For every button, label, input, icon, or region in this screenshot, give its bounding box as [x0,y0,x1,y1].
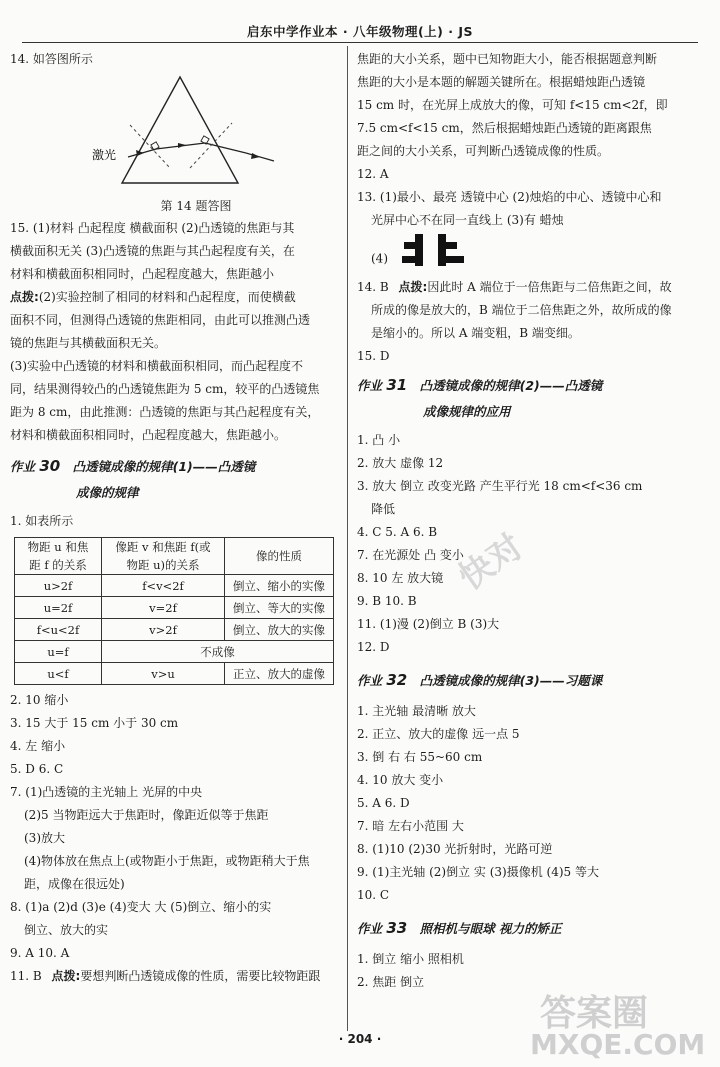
s31-answer: 降低 [371,502,396,516]
table-cell: u>2f [15,575,102,597]
s33-answer: 2. 焦距 倒立 [357,975,425,989]
q11-cont: 15 cm 时，在光屏上成放大的像，可知 f<15 cm<2f，即 [357,98,668,112]
s32-answer: 1. 主光轴 最清晰 放大 [357,704,476,718]
table-header-cell: 像的性质 [225,538,334,575]
section-32-title: 凸透镜成像的规律(3)——习题课 [419,673,603,688]
s32-answer: 5. A 6. D [357,796,410,810]
s32-answer: 3. 倒 右 右 55~60 cm [357,750,483,764]
q15: 15. D [357,349,390,363]
q14-text-3: 是缩小的。所以 A 端变粗，B 端变细。 [371,326,580,340]
s31-answer: 8. 10 左 放大镜 [357,571,444,585]
q14-tip-label: 点拨: [398,280,428,294]
s31-answer: 1. 凸 小 [357,433,401,447]
table-cell: 倒立、等大的实像 [225,597,334,619]
section-32-heading [357,667,709,694]
s32-answer: 7. 暗 左右小范围 大 [357,819,464,833]
section-32-number: 32 [386,671,408,689]
section-31-title: 凸透镜成像的规律(2)——凸透镜 [419,378,603,393]
watermark-url: MXQE.COM [530,1028,706,1061]
q11-cont: 焦距的大小关系，题中已知物距大小，能否根据题意判断 [357,52,658,66]
section-32-label: 作业 [357,673,383,688]
q14-text: 因此时 A 端位于一倍焦距与二倍焦距之间，故 [427,280,672,294]
q15-line-2: 横截面积无关 (3)凸透镜的焦距与其凸起程度有关，在 [10,244,295,258]
table-header-row [15,538,334,575]
section-30-title: 凸透镜成像的规律(1)——凸透镜 [72,459,256,474]
q15-line-3: 材料和横截面积相同时，凸起程度越大，焦距越小 [10,267,275,281]
table-cell: 正立、放大的虚像 [225,663,334,685]
s30-answer: 2. 10 缩小 [10,693,69,707]
right-column [357,48,709,994]
section-31-heading [357,372,709,399]
column-divider [347,46,348,1031]
tip-line-4: (3)实验中凸透镜的材料和横截面积相同，而凸起程度不 [10,359,304,373]
table-cell: 倒立、缩小的实像 [225,575,334,597]
s30-answer: 7. (1)凸透镜的主光轴上 光屏的中央 [10,785,203,799]
s30-answer: (2)5 当物距远大于焦距时，像距近似等于焦距 [24,808,269,822]
s32-answer: 10. C [357,888,390,902]
s30-answer: (4)物体放在焦点上(或物距小于焦距，或物距稍大于焦 [24,854,310,868]
prism-figure [10,73,342,195]
section-33-title: 照相机与眼球 视力的矫正 [419,921,562,936]
s32-answer: 4. 10 放大 变小 [357,773,444,787]
s30-answer: 8. (1)a (2)d (3)e (4)变大 大 (5)倒立、缩小的实 [10,900,272,914]
q14-text-2: 所成的像是放大的，B 端位于二倍焦距之外，故所成的像 [371,303,672,317]
watermark-daanquan: 答案圈 [540,993,649,1034]
s30-answer: 4. 左 缩小 [10,739,66,753]
s32-answer: 2. 正立、放大的虚像 远一点 5 [357,727,520,741]
section-33-number: 33 [386,919,408,937]
header-rule [22,42,698,43]
s30-answer: (3)放大 [24,831,65,845]
q13-line-1: 13. (1)最小、最亮 透镜中心 (2)烛焰的中心、透镜中心和 [357,190,662,204]
watermark-kuaidui: 快对 [451,526,531,599]
figure-caption: 第 14 题答图 [160,199,232,213]
s30-q1: 1. 如表所示 [10,514,74,528]
s32-answer: 9. (1)主光轴 (2)倒立 实 (3)摄像机 (4)5 等大 [357,865,599,879]
q15-line-1: 15. (1)材料 凸起程度 横截面积 (2)凸透镜的焦距与其 [10,221,295,235]
table-cell: u=2f [15,597,102,619]
section-30-subtitle: 成像的规律 [76,485,139,500]
page-number: · 204 · [338,1032,382,1046]
table-header-cell [15,538,102,575]
s31-answer: 9. B 10. B [357,594,417,608]
q13-part4 [357,232,709,276]
header-text: 物距 u 和焦 [27,540,89,554]
q14-line: 14. 如答图所示 [10,52,93,66]
table-row [15,575,334,597]
q13-line-2: 光屏中心不在同一直线上 (3)有 蜡烛 [371,213,564,227]
s30-answer: 5. D 6. C [10,762,64,776]
s31-answer: 7. 在光源处 凸 变小 [357,548,464,562]
s30-answer: 倒立、放大的实 [24,923,109,937]
section-33-label: 作业 [357,921,383,936]
s31-answer: 3. 放大 倒立 改变光路 产生平行光 18 cm<f<36 cm [357,479,643,493]
table-cell: f<v<2f [102,575,225,597]
tip-line-1: (2)实验控制了相同的材料和凸起程度，而使横截 [38,290,296,304]
s30-answer: 距，成像在很远处) [24,877,125,891]
prism-diagram [10,73,310,195]
section-30-label: 作业 [10,459,36,474]
q11-cont: 7.5 cm<f<15 cm，然后根据蜡烛距凸透镜的距离跟焦 [357,121,652,135]
table-cell: 不成像 [102,641,334,663]
table-row [15,597,334,619]
q11-tip-label: 点拨: [51,969,81,983]
table-cell: u<f [15,663,102,685]
section-30-number: 30 [39,457,61,475]
section-33-heading [357,915,709,942]
q14-head: 14. B [357,280,389,294]
tip-line-6: 距为 8 cm，由此推测：凸透镜的焦距与其凸起程度有关， [10,405,320,419]
q12: 12. A [357,167,389,181]
table-row [15,619,334,641]
table-row [15,663,334,685]
s33-answer: 1. 倒立 缩小 照相机 [357,952,464,966]
table-cell: 倒立、放大的实像 [225,619,334,641]
s30-answer: 9. A 10. A [10,946,70,960]
section-31-subtitle: 成像规律的应用 [423,404,511,419]
table-cell: v>u [102,663,225,685]
section-30-heading [10,453,342,480]
tip-line-7: 材料和横截面积相同时，凸起程度越大，焦距越小。 [10,428,287,442]
s31-answer: 12. D [357,640,390,654]
table-cell: f<u<2f [15,619,102,641]
tip-line-5: 同，结果测得较凸的凸透镜焦距为 5 cm，较平的凸透镜焦 [10,382,320,396]
q11-cont: 焦距的大小是本题的解题关键所在。根据蜡烛距凸透镜 [357,75,646,89]
laser-label: 激光 [92,148,117,162]
header-text: 物距 u)的关系 [126,558,200,572]
table-cell: v>2f [102,619,225,641]
table-header-cell [102,538,225,575]
tip-line-2: 面积不同，但测得凸透镜的焦距相同，由此可以推测凸透 [10,313,311,327]
q11-cont: 距之间的大小关系，可判断凸透镜成像的性质。 [357,144,610,158]
s31-answer: 2. 放大 虚像 12 [357,456,444,470]
q13-4-label: (4) [371,251,388,266]
s31-answer: 4. C 5. A 6. B [357,525,438,539]
tip-label: 点拨: [10,290,39,304]
s32-answer: 8. (1)10 (2)30 光折射时，光路可逆 [357,842,553,856]
table-cell: u=f [15,641,102,663]
s31-answer: 11. (1)漫 (2)倒立 B (3)大 [357,617,500,631]
section-31-number: 31 [386,376,408,394]
imaging-rules-table [14,537,334,685]
tip-line-3: 镜的焦距与其横截面积无关。 [10,336,167,350]
header-text: 像距 v 和焦距 f(或 [115,540,211,554]
left-column [10,48,342,988]
table-cell: v=2f [102,597,225,619]
q11-text: 要想判断凸透镜成像的性质，需要比较物距跟 [80,969,321,983]
header-text: 距 f 的关系 [29,558,87,572]
page-header: 启东中学作业本 · 八年级物理(上) · JS [247,24,473,39]
table-row [15,641,334,663]
s30-answer: 3. 15 大于 15 cm 小于 30 cm [10,716,179,730]
q11-head: 11. B [10,969,42,983]
section-31-label: 作业 [357,378,383,393]
